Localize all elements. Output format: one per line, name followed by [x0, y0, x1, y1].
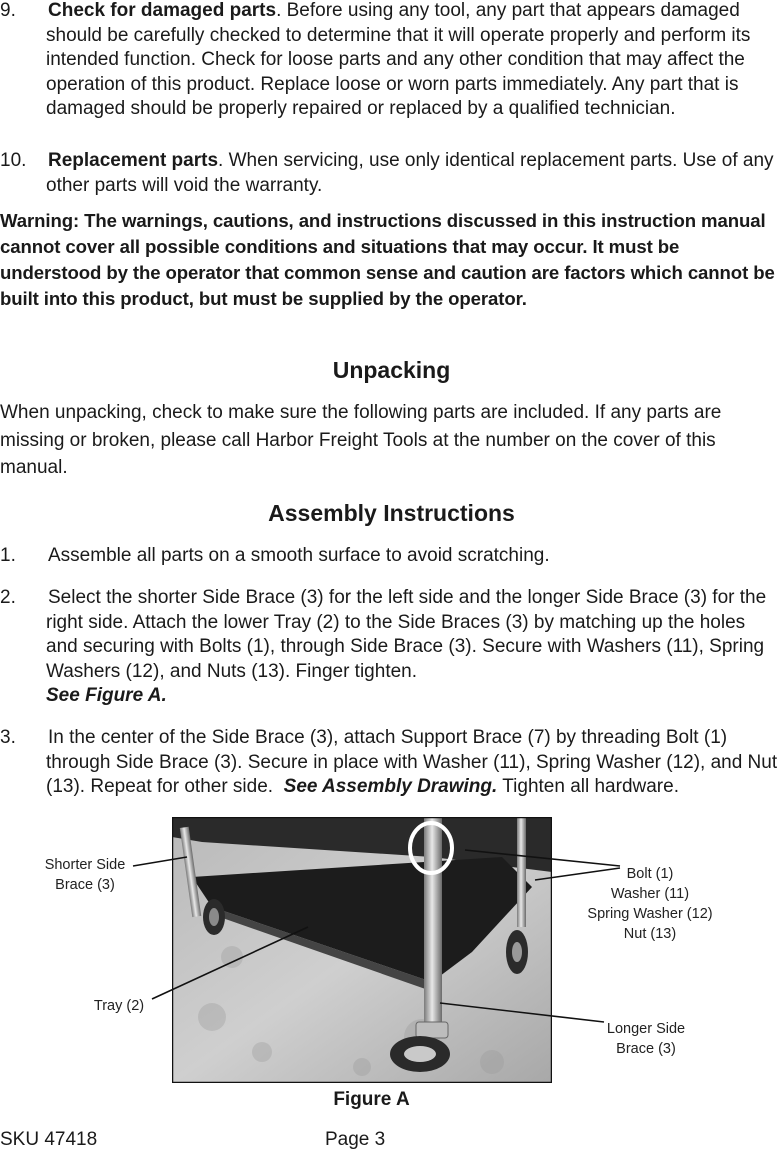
- center-caster-hub: [404, 1046, 436, 1062]
- label-longer-side-brace: [590, 1019, 702, 1059]
- unpacking-text: When unpacking, check to make sure the following parts are included. If any parts are missing or broken, please call Harbor Freight Tools at the number on the cover of this manual.: [0, 402, 722, 478]
- step-2-number: 2.: [0, 587, 16, 608]
- step-1-text: Assemble all parts on a smooth surface to avoid scratching.: [48, 545, 550, 566]
- center-caster-mount: [416, 1022, 448, 1038]
- assembly-step-3: [0, 726, 780, 800]
- left-caster-hub: [209, 908, 219, 926]
- label-shorter-side-line-1: Shorter Side: [44, 857, 126, 873]
- item-10-lead: Replacement parts: [48, 150, 219, 171]
- item-9-number: 9.: [0, 0, 16, 21]
- assembly-step-2: [0, 586, 780, 709]
- label-spring-washer: Spring Washer (12): [587, 906, 713, 922]
- label-washer: Washer (11): [610, 886, 690, 902]
- assembly-heading: Assembly Instructions: [268, 500, 515, 526]
- step-3-see-drawing: See Assembly Drawing.: [283, 776, 498, 797]
- unpacking-heading: Unpacking: [332, 357, 451, 383]
- label-bolt: Bolt (1): [626, 866, 674, 882]
- label-longer-side-line-1: Longer Side: [606, 1021, 686, 1037]
- footer-page-number: Page 3: [325, 1129, 386, 1150]
- item-9-text: . Before using any tool, any part that appears damaged should be carefully checked to determine that it will operate properly and perform its intended function. Check for loose parts and any other condition that may affect the operation of this product. Replace loose or worn parts immediately. Any part that is damaged should be properly repaired or replaced by a qualified technician.: [46, 0, 751, 119]
- item-10: [0, 149, 780, 198]
- label-nut: Nut (13): [623, 926, 677, 942]
- label-longer-side-line-2: Brace (3): [616, 1041, 676, 1057]
- figure-a-photo: [172, 817, 552, 1083]
- center-long-brace: [424, 817, 442, 1032]
- item-10-body: [46, 149, 780, 198]
- label-shorter-side-line-2: Brace (3): [55, 877, 115, 893]
- label-shorter-side-brace: [34, 855, 136, 895]
- item-10-text: . When servicing, use only identical replacement parts. Use of any other parts will void the warranty.: [46, 150, 774, 196]
- item-10-number: 10.: [0, 150, 27, 171]
- label-hardware: [570, 864, 730, 944]
- step-1-number: 1.: [0, 545, 16, 566]
- warning-text: Warning: The warnings, cautions, and instructions discussed in this instruction manual cannot cover all possible conditions and situations that may occur. It must be understood by the operator that common sense and caution are factors which cannot be built into this product, but must be supplied by the operator.: [0, 210, 775, 309]
- label-tray: Tray (2): [93, 998, 145, 1014]
- figure-caption: Figure A: [333, 1089, 410, 1110]
- step-3-number: 3.: [0, 727, 16, 748]
- assembly-step-1: [0, 544, 780, 569]
- step-3-body: [46, 726, 780, 800]
- item-9-body: [46, 0, 780, 122]
- step-3-text: In the center of the Side Brace (3), attach Support Brace (7) by threading Bolt (1) through Side Brace (3). Secure in place with Washer (11), Spring Washer (12), and Nut (13). Repeat for other side.: [46, 727, 778, 797]
- right-caster-hub: [512, 942, 522, 962]
- step-3-after: Tighten all hardware.: [502, 776, 679, 797]
- item-9: [0, 0, 780, 122]
- step-2-text: Select the shorter Side Brace (3) for the left side and the longer Side Brace (3) for the right side. Attach the lower Tray (2) to the Side Braces (3) by matching up the holes and securing with Bolts (1), through Side Brace (3). Secure with Washers (11), Spring Washers (12), and Nuts (13). Finger tighten.: [46, 587, 767, 682]
- right-rear-brace: [517, 817, 526, 927]
- footer-sku: SKU 47418: [0, 1129, 98, 1150]
- item-9-lead: Check for damaged parts: [48, 0, 277, 21]
- step-2-see-figure: See Figure A.: [46, 685, 167, 706]
- step-2-body: [46, 586, 780, 709]
